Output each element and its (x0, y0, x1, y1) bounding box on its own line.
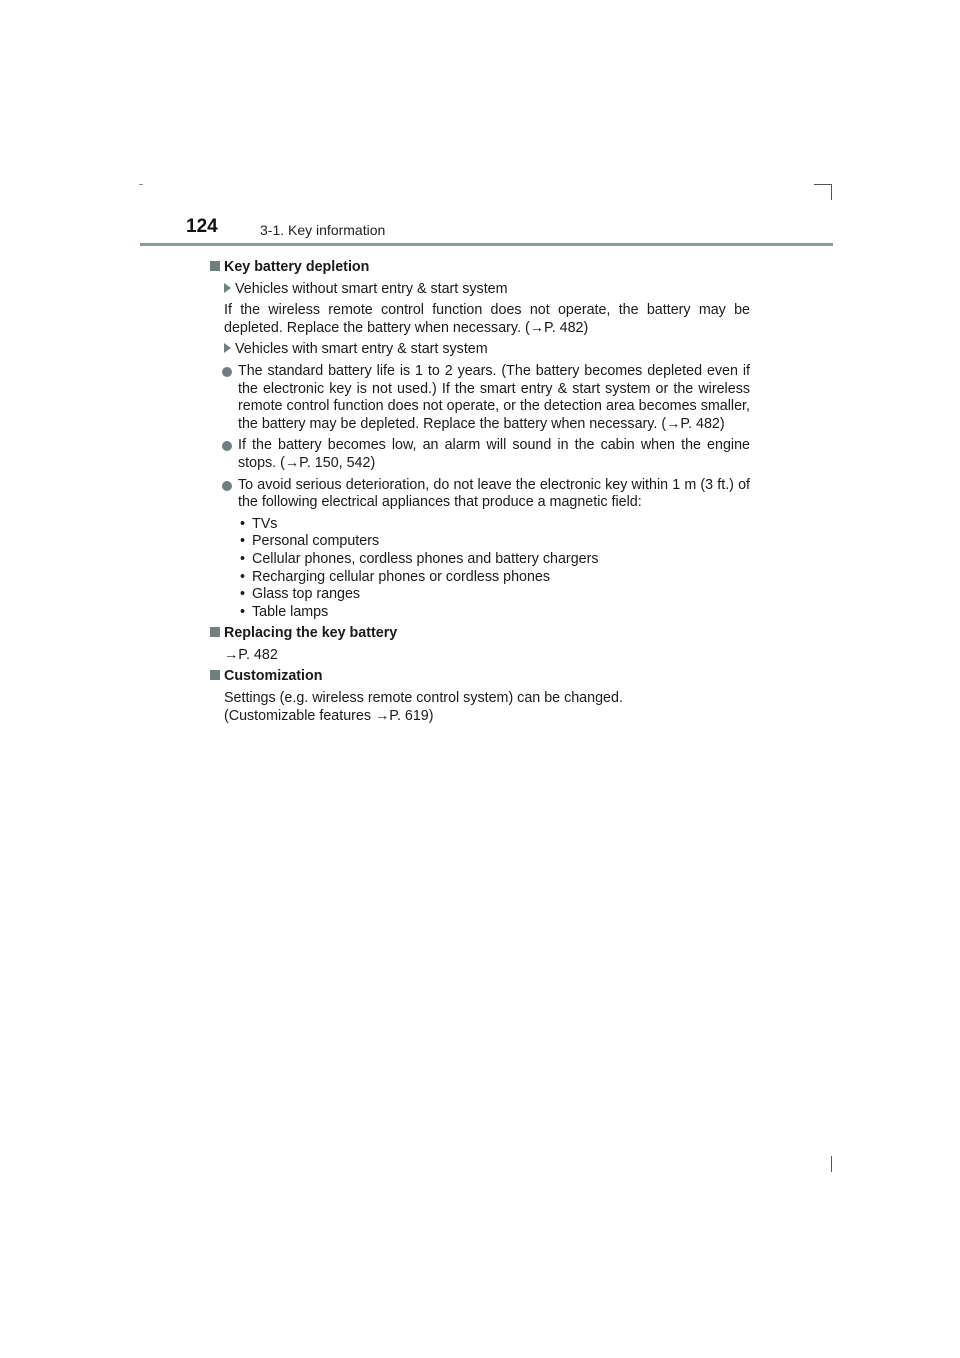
bullet-item-low-battery-alarm: If the battery becomes low, an alarm will sound in the cabin when the engine stops. (→P. 150, 542) (238, 437, 750, 472)
appliance-list (210, 516, 750, 622)
subheading-without-smart-entry: Vehicles without smart entry & start system (224, 281, 750, 299)
list-item: • Glass top ranges (240, 586, 750, 604)
chapter-title: 3-1. Key information (260, 222, 386, 238)
square-bullet-icon (210, 627, 220, 637)
section-heading-battery-depletion: Key battery depletion (210, 259, 750, 277)
circle-bullet-icon (222, 441, 232, 451)
list-item: • TVs (240, 516, 750, 534)
list-item: • Table lamps (240, 604, 750, 622)
list-item: • Recharging cellular phones or cordless phones (240, 569, 750, 587)
customization-line-1: Settings (e.g. wireless remote control system) can be changed. (224, 690, 623, 707)
square-bullet-icon (210, 670, 220, 680)
paragraph-battery-depleted: If the wireless remote control function does not operate, the battery may be depleted. Replace the battery when necessary. (→P. 482) (224, 302, 750, 336)
circle-bullet-icon (222, 481, 232, 491)
page-reference-replacing: →P. 482 (224, 646, 278, 663)
section-heading-customization: Customization (210, 668, 750, 686)
crop-mark-top-right-vertical (831, 184, 832, 200)
page-number: 124 (186, 216, 218, 237)
square-bullet-icon (210, 261, 220, 271)
customization-text (224, 690, 750, 725)
list-item: • Cellular phones, cordless phones and battery chargers (240, 551, 750, 569)
crop-mark-bottom-right (831, 1156, 832, 1172)
triangle-bullet-icon (224, 343, 231, 353)
triangle-bullet-icon (224, 283, 231, 293)
list-item: • Personal computers (240, 533, 750, 551)
crop-mark-top-left (139, 184, 143, 185)
crop-mark-top-right-horizontal (814, 184, 832, 185)
customization-line-2: (Customizable features →P. 619) (224, 707, 434, 724)
subheading-with-smart-entry: Vehicles with smart entry & start system (224, 341, 750, 359)
page-content (210, 255, 750, 725)
header-rule (140, 243, 833, 246)
section-heading-replacing-battery: Replacing the key battery (210, 625, 750, 643)
bullet-item-magnetic-field: To avoid serious deterioration, do not leave the electronic key within 1 m (3 ft.) of the following electrical appliances that produce a magnetic field: (238, 477, 750, 512)
bullet-item-battery-life: The standard battery life is 1 to 2 years. (The battery becomes depleted even if the electronic key is not used.) If the smart entry & start system or the wireless remote control function does not operate, or the detection area becomes smaller, the battery may be depleted. Replace the battery when necessary. (→P. 482) (238, 363, 750, 433)
circle-bullet-icon (222, 367, 232, 377)
